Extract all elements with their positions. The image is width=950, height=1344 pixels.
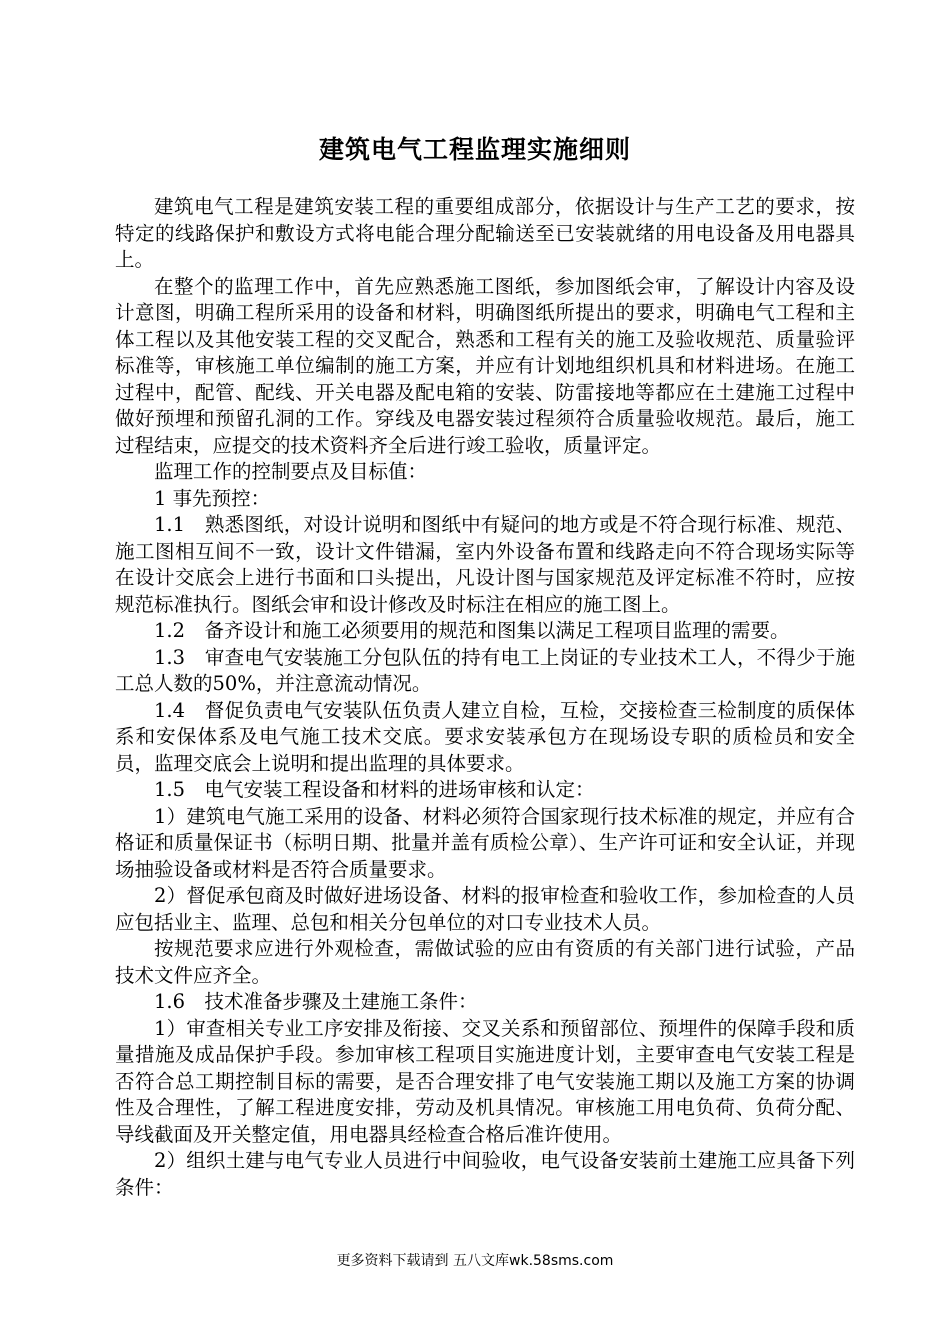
paragraph: 1）建筑电气施工采用的设备、材料必须符合国家现行技术标准的规定，并应有合格证和质量保证书（标明日期、批量并盖有质检公章）、生产许可证和安全认证，并现场抽验设备或材料是否符合质量要求。 bbox=[115, 804, 855, 881]
page-footer: 更多资料下载请到 五八文库wk.58sms.com bbox=[336, 1253, 614, 1269]
paragraph: 1.5 电气安装工程设备和材料的进场审核和认定： bbox=[154, 778, 595, 801]
paragraph: 1）审查相关专业工序安排及衔接、交叉关系和预留部位、预埋件的保障手段和质量措施及成品保护手段。参加审核工程项目实施进度计划，主要审查电气安装工程是否符合总工期控制目标的需要，是否合理安排了电气安装施工期以及施工方案的协调性及合理性，了解工程进度安排，劳动及机具情况。审核施工用电负荷、负荷分配、导线截面及开关整定值，用电器具经检查合格后准许使用。 bbox=[115, 1016, 855, 1146]
document-title: 建筑电气工程监理实施细则 bbox=[318, 135, 631, 164]
paragraph: 在整个的监理工作中，首先应熟悉施工图纸，参加图纸会审，了解设计内容及设计意图，明确工程所采用的设备和材料，明确图纸所提出的要求，明确电气工程和主体工程以及其他安装工程的交叉配合，熟悉和工程有关的施工及验收规范、质量验评标准等，审核施工单位编制的施工方案，并应有计划地组织机具和材料进场。在施工过程中，配管、配线、开关电器及配电箱的安装、防雷接地等都应在土建施工过程中做好预埋和预留孔洞的工作。穿线及电器安装过程须符合质量验收规范。最后，施工过程结束，应提交的技术资料齐全后进行竣工验收，质量评定。 bbox=[115, 274, 855, 457]
paragraph: 2）督促承包商及时做好进场设备、材料的报审检查和验收工作，参加检查的人员应包括业主、监理、总包和相关分包单位的对口专业技术人员。 bbox=[115, 884, 855, 934]
paragraph: 2）组织土建与电气专业人员进行中间验收，电气设备安装前土建施工应具备下列条件： bbox=[115, 1149, 855, 1199]
paragraph: 1.6 技术准备步骤及土建施工条件： bbox=[154, 990, 478, 1013]
paragraph: 监理工作的控制要点及目标值： bbox=[154, 460, 428, 483]
paragraph: 建筑电气工程是建筑安装工程的重要组成部分，依据设计与生产工艺的要求，按特定的线路保护和敷设方式将电能合理分配输送至已安装就绪的用电设备及用电器具上。 bbox=[115, 195, 855, 271]
section-heading: 1 事先预控： bbox=[154, 486, 271, 510]
paragraph: 1.3 审查电气安装施工分包队伍的持有电工上岗证的专业技术工人，不得少于施工总人数的50%，并注意流动情况。 bbox=[115, 645, 855, 695]
paragraph: 1.4 督促负责电气安装队伍负责人建立自检，互检，交接检查三检制度的质保体系和安保体系及电气施工技术交底。要求安装承包方在现场设专职的质检员和安全员，监理交底会上说明和提出监理的具体要求。 bbox=[115, 698, 855, 775]
paragraph: 1.1 熟悉图纸，对设计说明和图纸中有疑问的地方或是不符合现行标准、规范、施工图相互间不一致，设计文件错漏，室内外设备布置和线路走向不符合现场实际等在设计交底会上进行书面和口头提出，凡设计图与国家规范及评定标准不符时，应按规范标准执行。图纸会审和设计修改及时标注在相应的施工图上。 bbox=[115, 513, 855, 616]
document-body bbox=[115, 194, 855, 1201]
paragraph: 按规范要求应进行外观检查，需做试验的应由有资质的有关部门进行试验，产品技术文件应齐全。 bbox=[115, 937, 855, 987]
paragraph: 1.2 备齐设计和施工必须要用的规范和图集以满足工程项目监理的需要。 bbox=[154, 619, 790, 642]
